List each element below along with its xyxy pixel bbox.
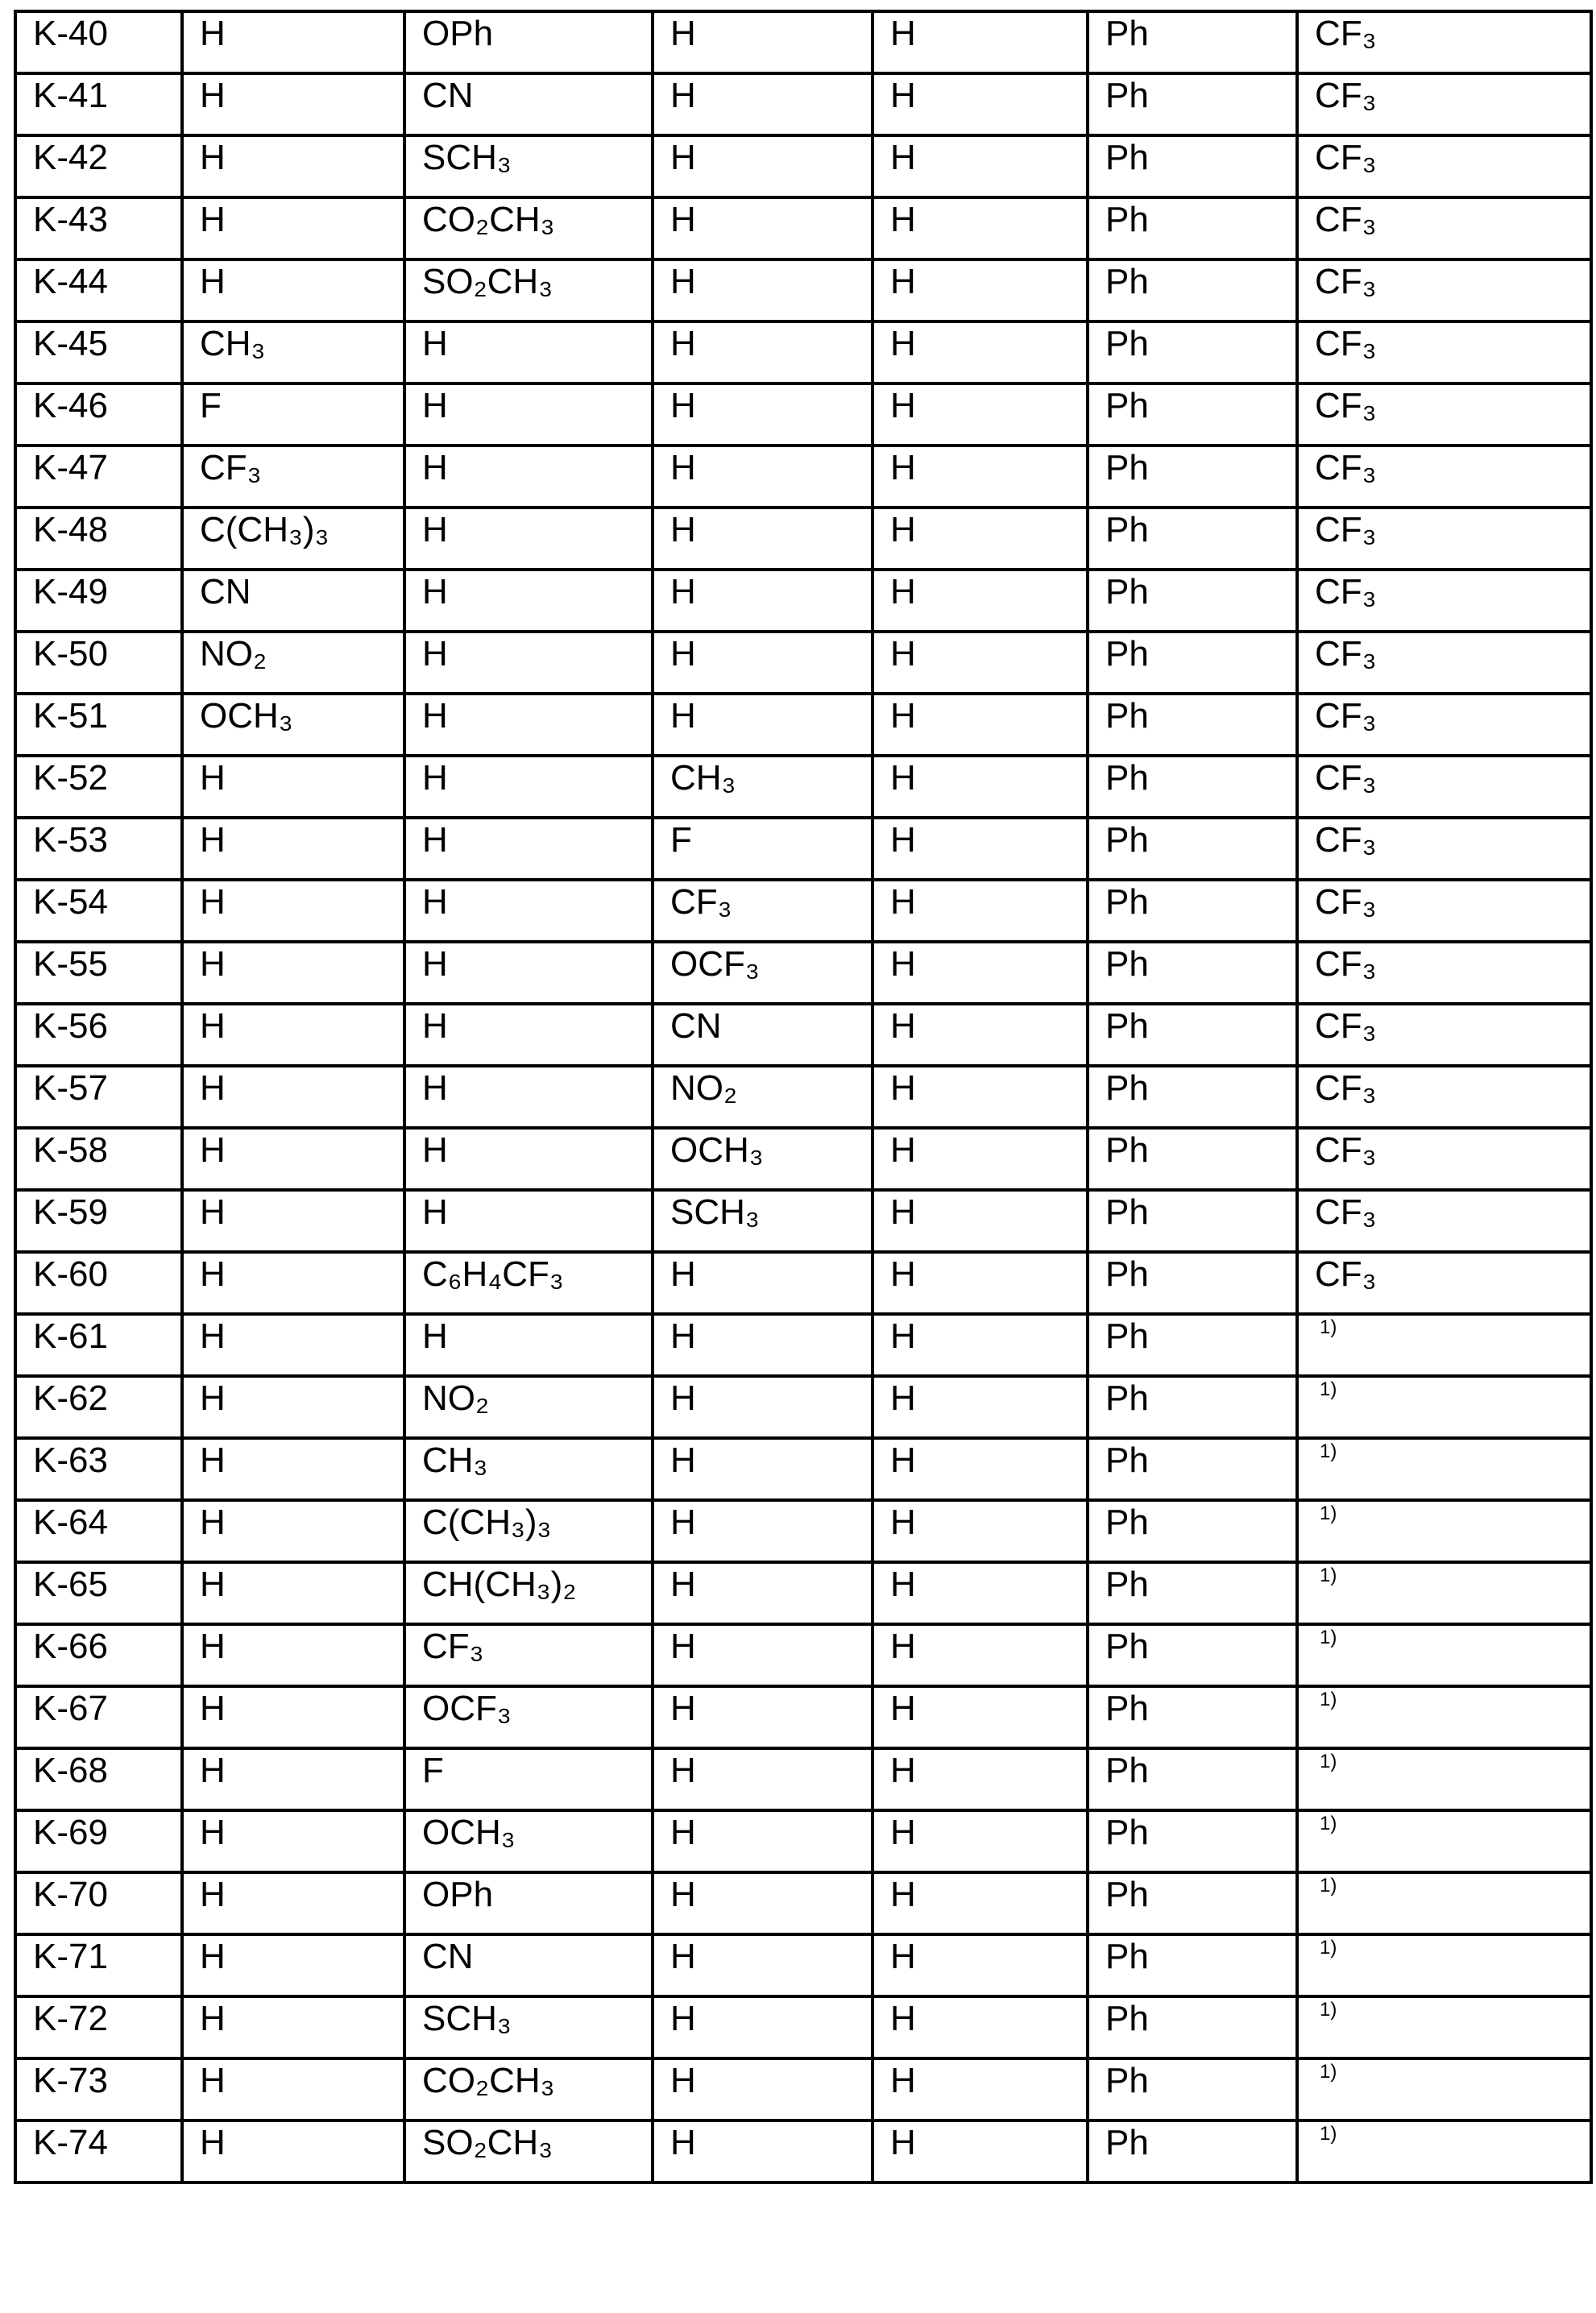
substituent-3-cell: OCF₃ — [653, 942, 873, 1004]
substituent-1-cell: H — [182, 2120, 404, 2182]
substituent-2-cell: CN — [404, 1934, 653, 1996]
compound-id-cell: K-71 — [15, 1934, 182, 1996]
substituent-6-cell: 1) — [1297, 1624, 1591, 1686]
substituent-1-cell: H — [182, 1686, 404, 1748]
substituent-2-cell: H — [404, 694, 653, 756]
substituent-5-cell: Ph — [1088, 1872, 1297, 1934]
compound-id-cell: K-68 — [15, 1748, 182, 1810]
substituent-1-cell: H — [182, 11, 404, 73]
substituent-4-cell: H — [873, 446, 1088, 508]
substituent-4-cell: H — [873, 11, 1088, 73]
table-row — [15, 1810, 1591, 1872]
compound-id-cell: K-63 — [15, 1438, 182, 1500]
compound-id-cell: K-54 — [15, 880, 182, 942]
substituent-5-cell: Ph — [1088, 321, 1297, 383]
substituent-2-cell: H — [404, 1004, 653, 1066]
substituent-4-cell: H — [873, 818, 1088, 880]
compound-id-cell: K-59 — [15, 1190, 182, 1252]
substituent-3-cell: H — [653, 446, 873, 508]
substituent-4-cell: H — [873, 1004, 1088, 1066]
substituent-1-cell: H — [182, 2058, 404, 2120]
table-row — [15, 1066, 1591, 1128]
substituent-3-cell: H — [653, 694, 873, 756]
substituent-3-cell: H — [653, 2120, 873, 2182]
substituent-1-cell: H — [182, 818, 404, 880]
table-row — [15, 818, 1591, 880]
substituent-5-cell: Ph — [1088, 1252, 1297, 1314]
table-row — [15, 383, 1591, 446]
compound-id-cell: K-57 — [15, 1066, 182, 1128]
substituent-6-cell: 1) — [1297, 1810, 1591, 1872]
substituent-6-cell: CF₃ — [1297, 942, 1591, 1004]
substituent-6-cell: 1) — [1297, 1872, 1591, 1934]
substituent-1-cell: H — [182, 1872, 404, 1934]
substituent-1-cell: H — [182, 1810, 404, 1872]
table-row — [15, 1934, 1591, 1996]
substituent-5-cell: Ph — [1088, 1314, 1297, 1376]
substituent-3-cell: H — [653, 11, 873, 73]
substituent-3-cell: H — [653, 1686, 873, 1748]
compound-id-cell: K-66 — [15, 1624, 182, 1686]
substituent-2-cell: H — [404, 570, 653, 632]
substituent-1-cell: H — [182, 1748, 404, 1810]
compound-id-cell: K-44 — [15, 259, 182, 321]
substituent-5-cell: Ph — [1088, 259, 1297, 321]
substituent-6-cell: 1) — [1297, 1748, 1591, 1810]
table-row — [15, 1500, 1591, 1562]
substituent-5-cell: Ph — [1088, 508, 1297, 570]
substituent-4-cell: H — [873, 197, 1088, 259]
substituent-4-cell: H — [873, 1934, 1088, 1996]
substituent-1-cell: F — [182, 383, 404, 446]
compound-id-cell: K-65 — [15, 1562, 182, 1624]
compound-id-cell: K-42 — [15, 135, 182, 197]
substituent-4-cell: H — [873, 321, 1088, 383]
substituent-3-cell: CN — [653, 1004, 873, 1066]
substituent-5-cell: Ph — [1088, 1376, 1297, 1438]
substituent-6-cell: 1) — [1297, 1314, 1591, 1376]
table-row — [15, 1624, 1591, 1686]
substituent-3-cell: CF₃ — [653, 880, 873, 942]
substituent-2-cell: H — [404, 508, 653, 570]
substituent-1-cell: CN — [182, 570, 404, 632]
substituent-1-cell: H — [182, 197, 404, 259]
substituent-5-cell: Ph — [1088, 694, 1297, 756]
substituent-5-cell: Ph — [1088, 1066, 1297, 1128]
table-row — [15, 1748, 1591, 1810]
compound-id-cell: K-48 — [15, 508, 182, 570]
substituent-1-cell: H — [182, 1438, 404, 1500]
table-row — [15, 73, 1591, 135]
substituent-6-cell: CF₃ — [1297, 1004, 1591, 1066]
substituent-1-cell: OCH₃ — [182, 694, 404, 756]
substituent-1-cell: CH₃ — [182, 321, 404, 383]
table-row — [15, 321, 1591, 383]
compound-id-cell: K-50 — [15, 632, 182, 694]
substituent-6-cell: CF₃ — [1297, 880, 1591, 942]
substituent-6-cell: CF₃ — [1297, 135, 1591, 197]
substituent-5-cell: Ph — [1088, 1810, 1297, 1872]
table-row — [15, 1190, 1591, 1252]
substituent-6-cell: CF₃ — [1297, 1066, 1591, 1128]
substituent-6-cell: CF₃ — [1297, 1252, 1591, 1314]
substituent-4-cell: H — [873, 1128, 1088, 1190]
substituent-3-cell: H — [653, 259, 873, 321]
substituent-1-cell: CF₃ — [182, 446, 404, 508]
compound-id-cell: K-52 — [15, 756, 182, 818]
substituent-4-cell: H — [873, 756, 1088, 818]
table-row — [15, 1438, 1591, 1500]
substituent-2-cell: SO₂CH₃ — [404, 259, 653, 321]
substituent-4-cell: H — [873, 694, 1088, 756]
substituent-4-cell: H — [873, 880, 1088, 942]
substituent-1-cell: C(CH₃)₃ — [182, 508, 404, 570]
compound-id-cell: K-49 — [15, 570, 182, 632]
substituent-4-cell: H — [873, 1562, 1088, 1624]
compound-id-cell: K-45 — [15, 321, 182, 383]
substituent-6-cell: CF₃ — [1297, 11, 1591, 73]
substituent-6-cell: CF₃ — [1297, 570, 1591, 632]
compound-table-body — [15, 11, 1591, 2182]
substituent-1-cell: H — [182, 756, 404, 818]
substituent-1-cell: NO₂ — [182, 632, 404, 694]
substituent-6-cell: 1) — [1297, 1934, 1591, 1996]
substituent-2-cell: CN — [404, 73, 653, 135]
substituent-4-cell: H — [873, 1686, 1088, 1748]
table-row — [15, 135, 1591, 197]
substituent-2-cell: H — [404, 1066, 653, 1128]
substituent-4-cell: H — [873, 1624, 1088, 1686]
table-row — [15, 197, 1591, 259]
substituent-4-cell: H — [873, 1376, 1088, 1438]
substituent-3-cell: H — [653, 197, 873, 259]
table-row — [15, 1314, 1591, 1376]
substituent-5-cell: Ph — [1088, 383, 1297, 446]
compound-id-cell: K-43 — [15, 197, 182, 259]
table-row — [15, 446, 1591, 508]
substituent-1-cell: H — [182, 1996, 404, 2058]
compound-id-cell: K-58 — [15, 1128, 182, 1190]
substituent-6-cell: 1) — [1297, 1996, 1591, 2058]
substituent-3-cell: H — [653, 1748, 873, 1810]
substituent-6-cell: CF₃ — [1297, 1190, 1591, 1252]
substituent-1-cell: H — [182, 1252, 404, 1314]
substituent-5-cell: Ph — [1088, 1004, 1297, 1066]
substituent-3-cell: H — [653, 1500, 873, 1562]
substituent-4-cell: H — [873, 73, 1088, 135]
substituent-3-cell: H — [653, 1314, 873, 1376]
substituent-6-cell: CF₃ — [1297, 508, 1591, 570]
substituent-5-cell: Ph — [1088, 1562, 1297, 1624]
table-row — [15, 1996, 1591, 2058]
substituent-3-cell: H — [653, 1562, 873, 1624]
substituent-2-cell: C₆H₄CF₃ — [404, 1252, 653, 1314]
substituent-1-cell: H — [182, 1128, 404, 1190]
substituent-4-cell: H — [873, 1314, 1088, 1376]
substituent-6-cell: 1) — [1297, 1500, 1591, 1562]
substituent-6-cell: CF₃ — [1297, 446, 1591, 508]
substituent-3-cell: H — [653, 508, 873, 570]
substituent-3-cell: H — [653, 1872, 873, 1934]
substituent-5-cell: Ph — [1088, 1500, 1297, 1562]
table-row — [15, 632, 1591, 694]
table-row — [15, 508, 1591, 570]
substituent-2-cell: SCH₃ — [404, 1996, 653, 2058]
substituent-2-cell: OPh — [404, 11, 653, 73]
substituent-3-cell: H — [653, 1438, 873, 1500]
substituent-3-cell: SCH₃ — [653, 1190, 873, 1252]
substituent-3-cell: NO₂ — [653, 1066, 873, 1128]
substituent-3-cell: H — [653, 1376, 873, 1438]
substituent-3-cell: H — [653, 1624, 873, 1686]
table-row — [15, 2058, 1591, 2120]
substituent-3-cell: H — [653, 632, 873, 694]
substituent-1-cell: H — [182, 1624, 404, 1686]
compound-id-cell: K-61 — [15, 1314, 182, 1376]
substituent-3-cell: H — [653, 1810, 873, 1872]
substituent-3-cell: H — [653, 383, 873, 446]
substituent-3-cell: F — [653, 818, 873, 880]
substituent-6-cell: 1) — [1297, 1376, 1591, 1438]
substituent-6-cell: CF₃ — [1297, 694, 1591, 756]
table-row — [15, 1376, 1591, 1438]
compound-id-cell: K-41 — [15, 73, 182, 135]
substituent-5-cell: Ph — [1088, 11, 1297, 73]
substituent-6-cell: CF₃ — [1297, 197, 1591, 259]
compound-id-cell: K-60 — [15, 1252, 182, 1314]
table-row — [15, 11, 1591, 73]
compound-id-cell: K-56 — [15, 1004, 182, 1066]
substituent-5-cell: Ph — [1088, 1624, 1297, 1686]
substituent-2-cell: H — [404, 632, 653, 694]
compound-id-cell: K-69 — [15, 1810, 182, 1872]
substituent-3-cell: OCH₃ — [653, 1128, 873, 1190]
substituent-6-cell: CF₃ — [1297, 383, 1591, 446]
substituent-4-cell: H — [873, 1748, 1088, 1810]
substituent-2-cell: CO₂CH₃ — [404, 2058, 653, 2120]
substituent-2-cell: H — [404, 1128, 653, 1190]
table-row — [15, 1004, 1591, 1066]
substituent-1-cell: H — [182, 1500, 404, 1562]
compound-id-cell: K-67 — [15, 1686, 182, 1748]
substituent-2-cell: H — [404, 880, 653, 942]
substituent-4-cell: H — [873, 383, 1088, 446]
substituent-4-cell: H — [873, 1500, 1088, 1562]
substituent-1-cell: H — [182, 880, 404, 942]
substituent-3-cell: H — [653, 1252, 873, 1314]
substituent-2-cell: H — [404, 446, 653, 508]
substituent-1-cell: H — [182, 942, 404, 1004]
substituent-6-cell: CF₃ — [1297, 321, 1591, 383]
substituent-3-cell: H — [653, 321, 873, 383]
substituent-6-cell: 1) — [1297, 1562, 1591, 1624]
substituent-6-cell: 1) — [1297, 2058, 1591, 2120]
substituent-5-cell: Ph — [1088, 1190, 1297, 1252]
table-row — [15, 1872, 1591, 1934]
substituent-5-cell: Ph — [1088, 818, 1297, 880]
substituent-2-cell: H — [404, 756, 653, 818]
substituent-2-cell: OPh — [404, 1872, 653, 1934]
substituent-4-cell: H — [873, 508, 1088, 570]
table-row — [15, 1562, 1591, 1624]
substituent-6-cell: CF₃ — [1297, 818, 1591, 880]
substituent-5-cell: Ph — [1088, 632, 1297, 694]
substituent-6-cell: CF₃ — [1297, 756, 1591, 818]
substituent-2-cell: SO₂CH₃ — [404, 2120, 653, 2182]
substituent-3-cell: H — [653, 2058, 873, 2120]
substituent-2-cell: H — [404, 383, 653, 446]
table-row — [15, 570, 1591, 632]
substituent-3-cell: H — [653, 1996, 873, 2058]
compound-id-cell: K-40 — [15, 11, 182, 73]
substituent-1-cell: H — [182, 1066, 404, 1128]
substituent-6-cell: CF₃ — [1297, 632, 1591, 694]
substituent-1-cell: H — [182, 1562, 404, 1624]
compound-id-cell: K-64 — [15, 1500, 182, 1562]
substituent-2-cell: NO₂ — [404, 1376, 653, 1438]
table-row — [15, 880, 1591, 942]
substituent-6-cell: CF₃ — [1297, 73, 1591, 135]
substituent-2-cell: H — [404, 1190, 653, 1252]
substituent-5-cell: Ph — [1088, 73, 1297, 135]
substituent-5-cell: Ph — [1088, 197, 1297, 259]
substituent-4-cell: H — [873, 1066, 1088, 1128]
substituent-1-cell: H — [182, 1934, 404, 1996]
substituent-4-cell: H — [873, 2058, 1088, 2120]
compound-id-cell: K-47 — [15, 446, 182, 508]
substituent-2-cell: F — [404, 1748, 653, 1810]
substituent-1-cell: H — [182, 1314, 404, 1376]
substituent-3-cell: H — [653, 73, 873, 135]
substituent-5-cell: Ph — [1088, 570, 1297, 632]
substituent-2-cell: C(CH₃)₃ — [404, 1500, 653, 1562]
substituent-6-cell: 1) — [1297, 1686, 1591, 1748]
substituent-6-cell: CF₃ — [1297, 1128, 1591, 1190]
substituent-2-cell: H — [404, 818, 653, 880]
substituent-5-cell: Ph — [1088, 2058, 1297, 2120]
compound-id-cell: K-70 — [15, 1872, 182, 1934]
substituent-1-cell: H — [182, 1004, 404, 1066]
substituent-5-cell: Ph — [1088, 880, 1297, 942]
substituent-5-cell: Ph — [1088, 2120, 1297, 2182]
compound-id-cell: K-53 — [15, 818, 182, 880]
substituent-4-cell: H — [873, 1438, 1088, 1500]
compound-id-cell: K-62 — [15, 1376, 182, 1438]
table-row — [15, 756, 1591, 818]
table-row — [15, 2120, 1591, 2182]
compound-id-cell: K-73 — [15, 2058, 182, 2120]
compound-id-cell: K-46 — [15, 383, 182, 446]
substituent-5-cell: Ph — [1088, 756, 1297, 818]
substituent-5-cell: Ph — [1088, 1748, 1297, 1810]
substituent-2-cell: H — [404, 1314, 653, 1376]
substituent-2-cell: OCF₃ — [404, 1686, 653, 1748]
substituent-1-cell: H — [182, 135, 404, 197]
substituent-5-cell: Ph — [1088, 1128, 1297, 1190]
compound-id-cell: K-51 — [15, 694, 182, 756]
substituent-4-cell: H — [873, 1996, 1088, 2058]
compound-id-cell: K-74 — [15, 2120, 182, 2182]
table-row — [15, 1686, 1591, 1748]
compound-id-cell: K-55 — [15, 942, 182, 1004]
substituent-6-cell: 1) — [1297, 2120, 1591, 2182]
substituent-2-cell: CH₃ — [404, 1438, 653, 1500]
substituent-2-cell: H — [404, 321, 653, 383]
substituent-2-cell: H — [404, 942, 653, 1004]
substituent-1-cell: H — [182, 1376, 404, 1438]
table-row — [15, 259, 1591, 321]
table-row — [15, 694, 1591, 756]
substituent-6-cell: CF₃ — [1297, 259, 1591, 321]
table-row — [15, 1128, 1591, 1190]
substituent-2-cell: CH(CH₃)₂ — [404, 1562, 653, 1624]
substituent-1-cell: H — [182, 73, 404, 135]
table-row — [15, 1252, 1591, 1314]
substituent-2-cell: SCH₃ — [404, 135, 653, 197]
substituent-4-cell: H — [873, 632, 1088, 694]
substituent-3-cell: H — [653, 135, 873, 197]
substituent-2-cell: OCH₃ — [404, 1810, 653, 1872]
substituent-4-cell: H — [873, 1872, 1088, 1934]
substituent-5-cell: Ph — [1088, 1996, 1297, 2058]
substituent-4-cell: H — [873, 1252, 1088, 1314]
substituent-5-cell: Ph — [1088, 135, 1297, 197]
substituent-5-cell: Ph — [1088, 942, 1297, 1004]
substituent-4-cell: H — [873, 1810, 1088, 1872]
substituent-5-cell: Ph — [1088, 1686, 1297, 1748]
compound-table — [14, 10, 1593, 2184]
substituent-2-cell: CO₂CH₃ — [404, 197, 653, 259]
substituent-2-cell: CF₃ — [404, 1624, 653, 1686]
substituent-3-cell: H — [653, 570, 873, 632]
substituent-4-cell: H — [873, 2120, 1088, 2182]
substituent-4-cell: H — [873, 135, 1088, 197]
substituent-1-cell: H — [182, 1190, 404, 1252]
substituent-3-cell: CH₃ — [653, 756, 873, 818]
substituent-5-cell: Ph — [1088, 446, 1297, 508]
substituent-6-cell: 1) — [1297, 1438, 1591, 1500]
substituent-1-cell: H — [182, 259, 404, 321]
substituent-5-cell: Ph — [1088, 1438, 1297, 1500]
substituent-4-cell: H — [873, 259, 1088, 321]
substituent-4-cell: H — [873, 570, 1088, 632]
substituent-5-cell: Ph — [1088, 1934, 1297, 1996]
substituent-4-cell: H — [873, 942, 1088, 1004]
table-row — [15, 942, 1591, 1004]
substituent-3-cell: H — [653, 1934, 873, 1996]
compound-id-cell: K-72 — [15, 1996, 182, 2058]
substituent-4-cell: H — [873, 1190, 1088, 1252]
